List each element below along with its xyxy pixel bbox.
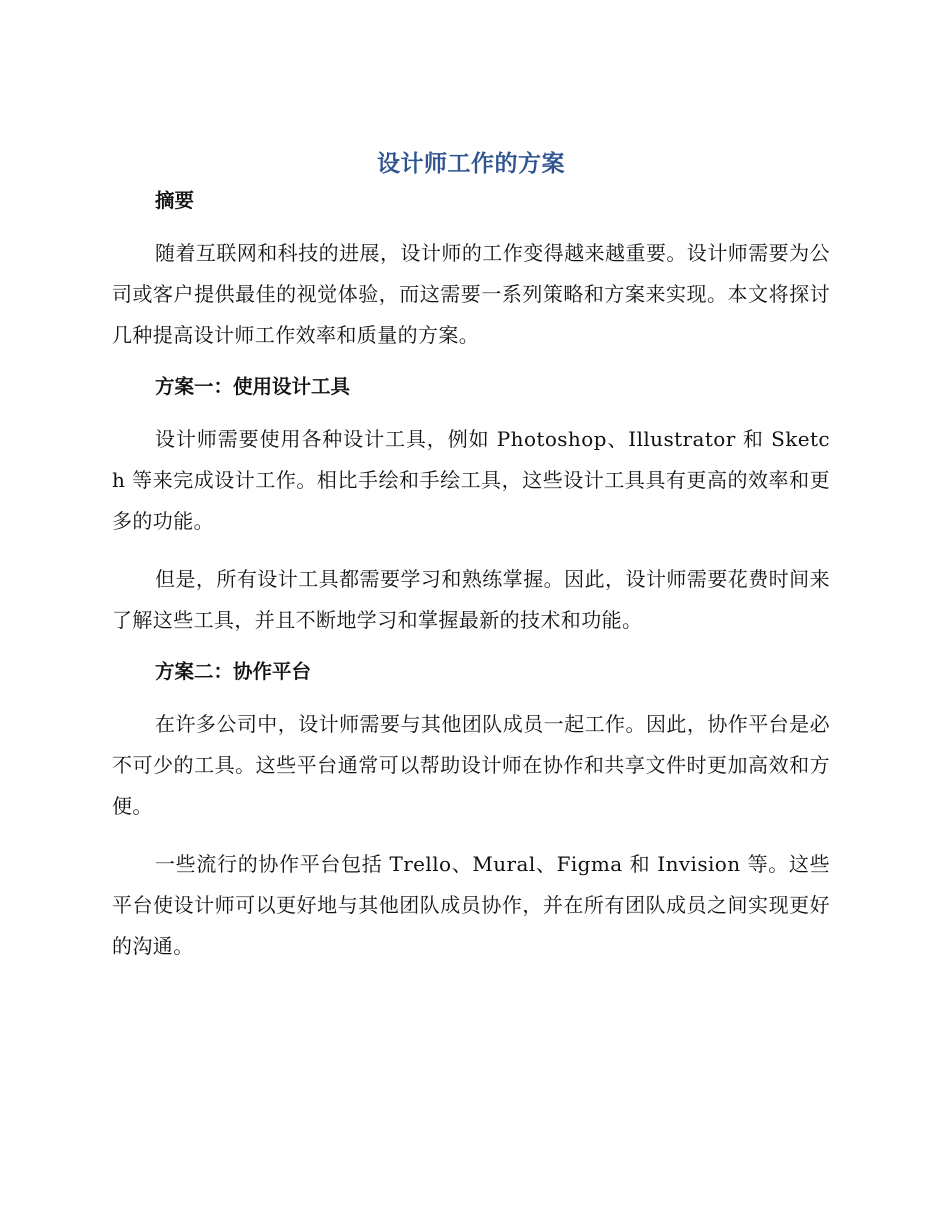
plan-2-paragraph-1: 在许多公司中，设计师需要与其他团队成员一起工作。因此，协作平台是必不可少的工具。这些平台通常可以帮助设计师在协作和共享文件时更加高效和方便。 <box>112 712 830 818</box>
section-heading-abstract: 摘要 <box>155 189 195 212</box>
document-title: 设计师工作的方案 <box>377 151 565 177</box>
plan-1-paragraph-2: 但是，所有设计工具都需要学习和熟练掌握。因此，设计师需要花费时间来了解这些工具，并且不断地学习和掌握最新的技术和功能。 <box>112 567 830 632</box>
section-heading-plan-2: 方案二：协作平台 <box>155 660 312 683</box>
abstract-paragraph: 随着互联网和科技的进展，设计师的工作变得越来越重要。设计师需要为公司或客户提供最佳的视觉体验，而这需要一系列策略和方案来实现。本文将探讨几种提高设计师工作效率和质量的方案。 <box>112 241 830 347</box>
section-heading-plan-1: 方案一：使用设计工具 <box>155 375 351 398</box>
document-body <box>112 144 830 967</box>
plan-2-paragraph-2: 一些流行的协作平台包括 Trello、Mural、Figma 和 Invision 等。这些平台使设计师可以更好地与其他团队成员协作，并在所有团队成员之间实现更好的沟通。 <box>112 852 830 958</box>
plan-1-paragraph-1: 设计师需要使用各种设计工具，例如 Photoshop、Illustrator 和 Sketch 等来完成设计工作。相比手绘和手绘工具，这些设计工具具有更高的效率和更多的功能。 <box>112 427 830 533</box>
